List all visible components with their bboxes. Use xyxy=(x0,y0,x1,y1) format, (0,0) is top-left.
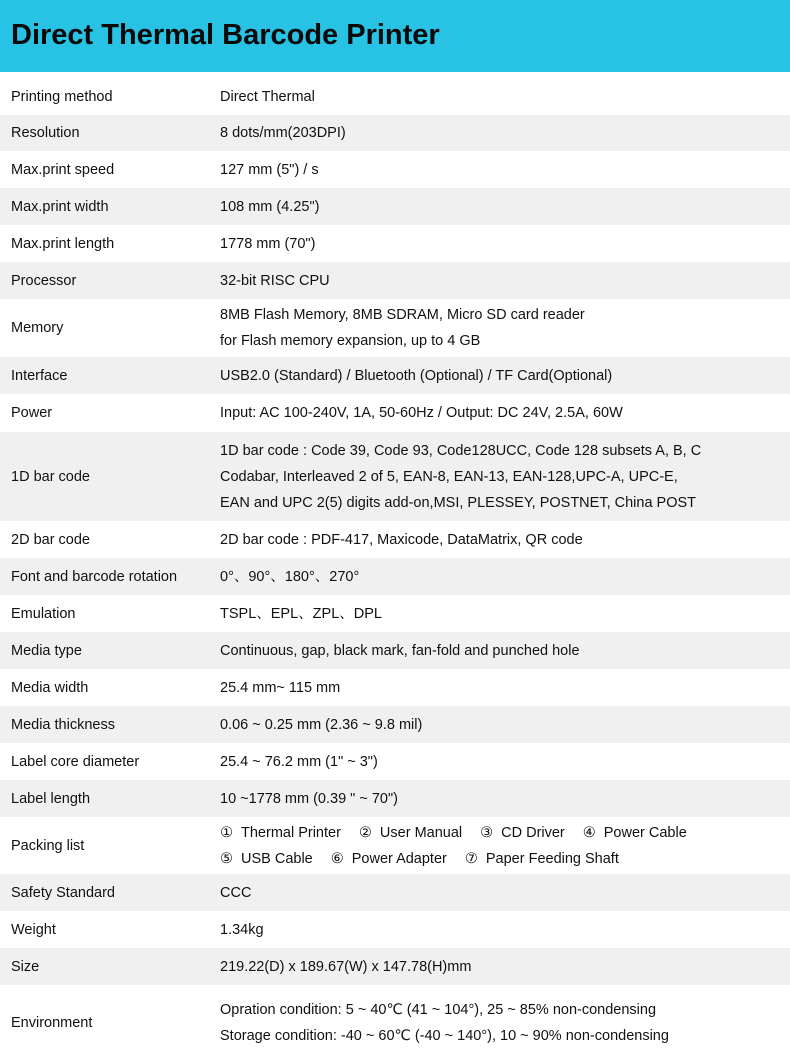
spec-row xyxy=(0,115,790,151)
packing-item-number: ② xyxy=(358,824,372,841)
spec-row xyxy=(0,151,790,188)
spec-value xyxy=(220,268,330,294)
spec-value xyxy=(220,712,422,738)
spec-value xyxy=(220,564,359,590)
spec-value-line: 0.06 ~ 0.25 mm (2.36 ~ 9.8 mil) xyxy=(220,716,423,733)
packing-item-text: USB Cable xyxy=(241,850,313,867)
packing-item-number: ③ xyxy=(480,824,494,841)
spec-value xyxy=(220,997,669,1049)
spec-value-line: Opration condition: 5 ~ 40℃ (41 ~ 104°), 25 ~ 85% non-condensing xyxy=(220,1002,657,1018)
spec-row xyxy=(0,432,790,521)
spec-label: Max.print length xyxy=(11,235,115,252)
packing-item-number: ⑤ xyxy=(220,850,233,867)
spec-label: Media type xyxy=(11,642,82,659)
spec-row xyxy=(0,521,790,558)
spec-label: Media thickness xyxy=(11,716,115,733)
spec-value-line: 25.4 mm~ 115 mm xyxy=(220,679,341,696)
packing-item xyxy=(359,820,462,846)
spec-value xyxy=(220,786,398,812)
spec-label: Interface xyxy=(11,367,68,384)
packing-item-text: Power Adapter xyxy=(351,850,447,867)
spec-value-line: 2D bar code : PDF-417, Maxicode, DataMatrix, QR code xyxy=(220,531,583,548)
spec-value-line: USB2.0 (Standard) / Bluetooth (Optional) / TF Card(Optional) xyxy=(220,367,613,384)
packing-item xyxy=(583,820,687,846)
spec-value xyxy=(220,638,580,664)
spec-row xyxy=(0,780,790,817)
spec-label: Max.print speed xyxy=(11,161,115,178)
spec-label: Memory xyxy=(11,320,64,336)
spec-row xyxy=(0,225,790,262)
spec-value-line: 1D bar code : Code 39, Code 93, Code128UCC, Code 128 subsets A, B, C xyxy=(220,442,702,459)
packing-list-line xyxy=(220,846,705,872)
packing-list-value xyxy=(220,820,705,872)
spec-value-line: 32-bit RISC CPU xyxy=(220,272,330,289)
spec-row xyxy=(0,357,790,394)
spec-value xyxy=(220,363,612,389)
spec-label: Label length xyxy=(11,790,91,807)
spec-value-line: 108 mm (4.25") xyxy=(220,198,320,215)
spec-value xyxy=(220,917,264,943)
spec-value-line: 8MB Flash Memory, 8MB SDRAM, Micro SD card reader xyxy=(220,307,585,323)
packing-item-text: Thermal Printer xyxy=(241,824,341,841)
packing-item-text: Paper Feeding Shaft xyxy=(485,850,619,867)
packing-item-number: ⑥ xyxy=(330,850,344,867)
spec-value xyxy=(220,601,382,627)
packing-item xyxy=(465,846,619,872)
spec-value xyxy=(220,880,251,906)
spec-value-line: 1.34kg xyxy=(220,921,264,938)
spec-row xyxy=(0,595,790,632)
spec-value xyxy=(220,120,346,146)
spec-value-line: for Flash memory expansion, up to 4 GB xyxy=(220,333,481,349)
packing-item xyxy=(220,846,313,872)
spec-label: Resolution xyxy=(11,125,80,141)
header-bar xyxy=(0,0,790,72)
spec-label: Max.print width xyxy=(11,198,109,215)
spec-label: Safety Standard xyxy=(11,884,115,901)
spec-value xyxy=(220,400,623,426)
spec-value-line: 1778 mm (70") xyxy=(220,235,316,252)
spec-label: Label core diameter xyxy=(11,753,140,770)
spec-value xyxy=(220,749,378,775)
spec-label: 1D bar code xyxy=(11,468,90,485)
spec-row xyxy=(0,262,790,299)
packing-item-text: User Manual xyxy=(379,824,463,841)
spec-value-line: Storage condition: -40 ~ 60℃ (-40 ~ 140°), 10 ~ 90% non-condensing xyxy=(220,1028,669,1044)
spec-value xyxy=(220,157,319,183)
spec-value-line: 127 mm (5") / s xyxy=(220,161,319,178)
spec-row xyxy=(0,188,790,225)
spec-label: Printing method xyxy=(11,88,113,105)
spec-label: Processor xyxy=(11,272,77,289)
spec-label: Environment xyxy=(11,1015,93,1031)
spec-value-line: Codabar, Interleaved 2 of 5, EAN-8, EAN-13, EAN-128,UPC-A, UPC-E, xyxy=(220,468,678,485)
spec-value xyxy=(220,194,319,220)
spec-row xyxy=(0,632,790,669)
spec-value-line: 8 dots/mm(203DPI) xyxy=(220,125,346,141)
packing-item xyxy=(331,846,447,872)
spec-value-line: Direct Thermal xyxy=(220,88,315,105)
spec-value xyxy=(220,527,583,553)
spec-row-packing-list xyxy=(0,817,790,874)
spec-row xyxy=(0,985,790,1061)
spec-value-line: 10 ~1778 mm (0.39 " ~ 70") xyxy=(220,790,398,807)
spec-value-line: 25.4 ~ 76.2 mm (1" ~ 3") xyxy=(220,753,378,770)
packing-item-text: Power Cable xyxy=(603,824,687,841)
spec-value-line: 219.22(D) x 189.67(W) x 147.78(H)mm xyxy=(220,958,472,975)
packing-item xyxy=(220,820,341,846)
packing-item-number: ⑦ xyxy=(464,850,478,867)
spec-label: Power xyxy=(11,405,53,421)
spec-value-line: TSPL、EPL、ZPL、DPL xyxy=(220,605,382,622)
spec-value-line: CCC xyxy=(220,884,252,901)
spec-row xyxy=(0,948,790,985)
spec-value xyxy=(220,954,471,980)
spec-value xyxy=(220,84,315,110)
spec-row xyxy=(0,743,790,780)
spec-label: 2D bar code xyxy=(11,531,90,548)
page-title: Direct Thermal Barcode Printer xyxy=(11,19,440,51)
packing-item-number: ④ xyxy=(582,824,596,841)
packing-list-line xyxy=(220,820,705,846)
spec-label: Media width xyxy=(11,679,89,696)
packing-item xyxy=(480,820,565,846)
spec-label: Size xyxy=(11,958,40,975)
spec-value xyxy=(220,675,340,701)
packing-item-number: ① xyxy=(220,824,233,841)
spec-row xyxy=(0,874,790,911)
spec-label: Weight xyxy=(11,921,56,938)
spec-row xyxy=(0,78,790,115)
spec-label: Emulation xyxy=(11,605,76,622)
spec-value-line: Continuous, gap, black mark, fan-fold and punched hole xyxy=(220,642,580,659)
spec-row xyxy=(0,558,790,595)
spec-value-line: Input: AC 100-240V, 1A, 50-60Hz / Output: DC 24V, 2.5A, 60W xyxy=(220,405,623,421)
spec-value xyxy=(220,302,585,354)
spec-value xyxy=(220,231,315,257)
spec-label: Packing list xyxy=(11,837,85,854)
spec-label: Font and barcode rotation xyxy=(11,568,178,585)
spec-row xyxy=(0,299,790,357)
spec-value-line: EAN and UPC 2(5) digits add-on,MSI, PLESSEY, POSTNET, China POST xyxy=(220,494,697,511)
spec-row xyxy=(0,706,790,743)
spec-row xyxy=(0,669,790,706)
packing-item-text: CD Driver xyxy=(501,824,565,841)
spec-value-line: 0°、90°、180°、270° xyxy=(220,568,360,585)
spec-row xyxy=(0,394,790,432)
spec-row xyxy=(0,911,790,948)
spec-value xyxy=(220,438,701,516)
